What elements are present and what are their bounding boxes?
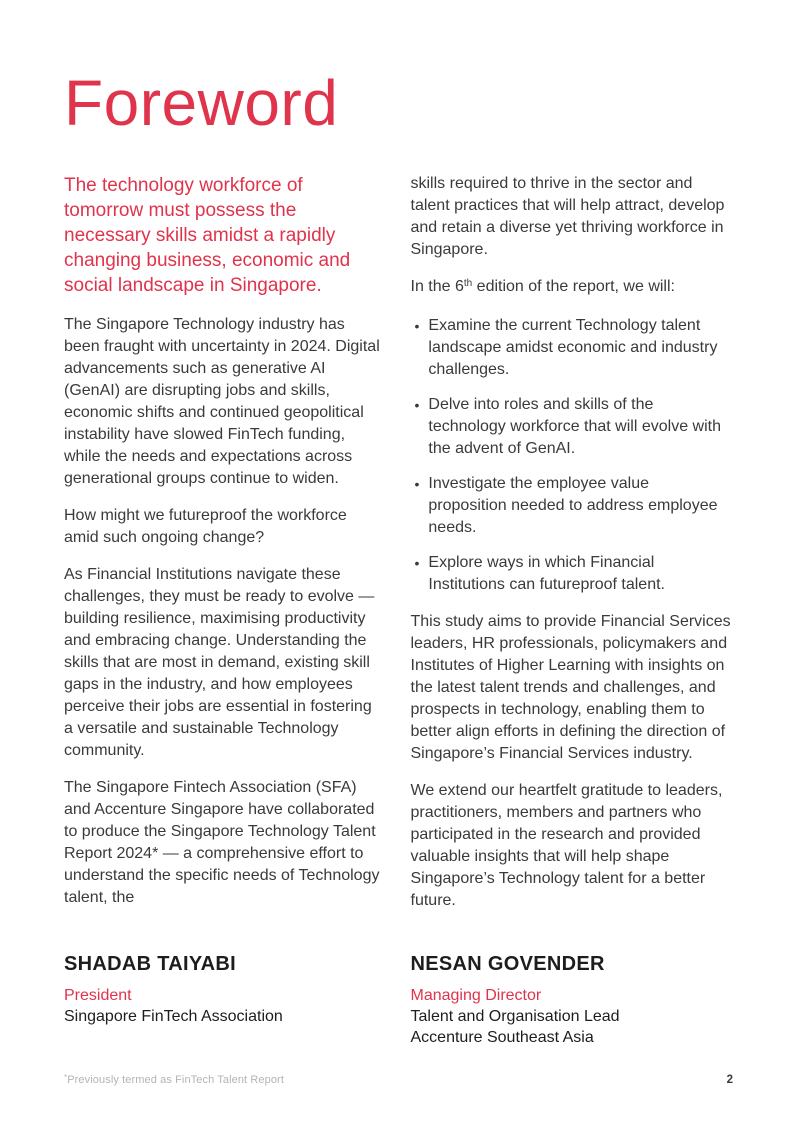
list-item-text: Examine the current Technology talent landscape amidst economic and industry challenges. [428,317,718,379]
signatory-name: NESAN GOVENDER [410,953,605,976]
signature-nesan-govender [411,953,732,1048]
right-column [411,173,732,939]
list-item [411,552,732,596]
page-number: 2 [726,1074,733,1086]
page-footer [64,1074,733,1086]
left-column [64,173,385,939]
page-title: Foreword [64,67,339,139]
list-item-text: Explore ways in which Financial Institutions can futureproof talent. [428,554,665,594]
edition-line-prefix: In the 6 [410,278,464,296]
list-item [411,473,732,539]
bullet-icon: • [414,397,420,414]
paragraph: We extend our heartfelt gratitude to leaders, practitioners, members and partners who participated in the research and provided valuable insights that will help shape Singapore’s Technology talent for a better future. [410,782,723,910]
ordinal-superscript: th [463,278,473,290]
two-column-body [64,173,731,939]
paragraph: The Singapore Technology industry has been fraught with uncertainty in 2024. Digital advancements such as generative AI (GenAI) are disrupting jobs and skills, economic shifts and continued geopolitical instability have slowed FinTech funding, while the needs and expectations across generational groups continue to widen. [64,316,380,488]
footnote-asterisk: * [64,1073,68,1082]
intro-statement: The technology workforce of tomorrow must possess the necessary skills amidst a rapidly changing business, economic and social landscape in Singapore. [64,175,351,297]
signatory-name: SHADAB TAIYABI [64,953,236,976]
paragraph: skills required to thrive in the sector and talent practices that will help attract, develop and retain a diverse yet thriving workforce in Singapore. [410,175,725,259]
edition-line-suffix: edition of the report, we will: [472,278,675,296]
signatory-org-line: Singapore FinTech Association [64,1008,283,1026]
signature-blocks [64,953,731,1048]
list-item [411,394,732,460]
footnote [64,1074,284,1086]
list-item-text: Investigate the employee value proposition needed to address employee needs. [428,475,718,537]
list-item-text: Delve into roles and skills of the technology workforce that will evolve with the advent of GenAI. [428,396,721,458]
edition-line [411,276,732,300]
signatory-title: Managing Director [410,987,542,1005]
signatory-org-line: Accenture Southeast Asia [410,1029,594,1047]
signatory-title: President [64,987,132,1005]
bullet-icon: • [414,555,420,572]
paragraph: How might we futureproof the workforce amid such ongoing change? [64,507,347,547]
signature-shadab-taiyabi [64,953,385,1048]
report-goals-list [411,315,732,596]
signatory-org-line: Talent and Organisation Lead [410,1008,620,1026]
list-item [411,315,732,381]
bullet-icon: • [414,318,420,335]
paragraph: As Financial Institutions navigate these challenges, they must be ready to evolve — building resilience, maximising productivity and embracing change. Understanding the skills that are most in demand, existing skill gaps in the industry, and how employees perceive their jobs are essential in fostering a versatile and sustainable Technology community. [64,566,375,760]
paragraph: The Singapore Fintech Association (SFA) and Accenture Singapore have collaborated to produce the Singapore Technology Talent Report 2024* — a comprehensive effort to understand the specific needs of Technology talent, the [64,779,380,907]
bullet-icon: • [414,476,420,493]
paragraph: This study aims to provide Financial Services leaders, HR professionals, policymakers and Institutes of Higher Learning with insights on the latest talent trends and challenges, and prospects in technology, enabling them to better align efforts in defining the direction of Singapore’s Financial Services industry. [410,613,731,763]
footnote-text: Previously termed as FinTech Talent Report [67,1074,284,1086]
